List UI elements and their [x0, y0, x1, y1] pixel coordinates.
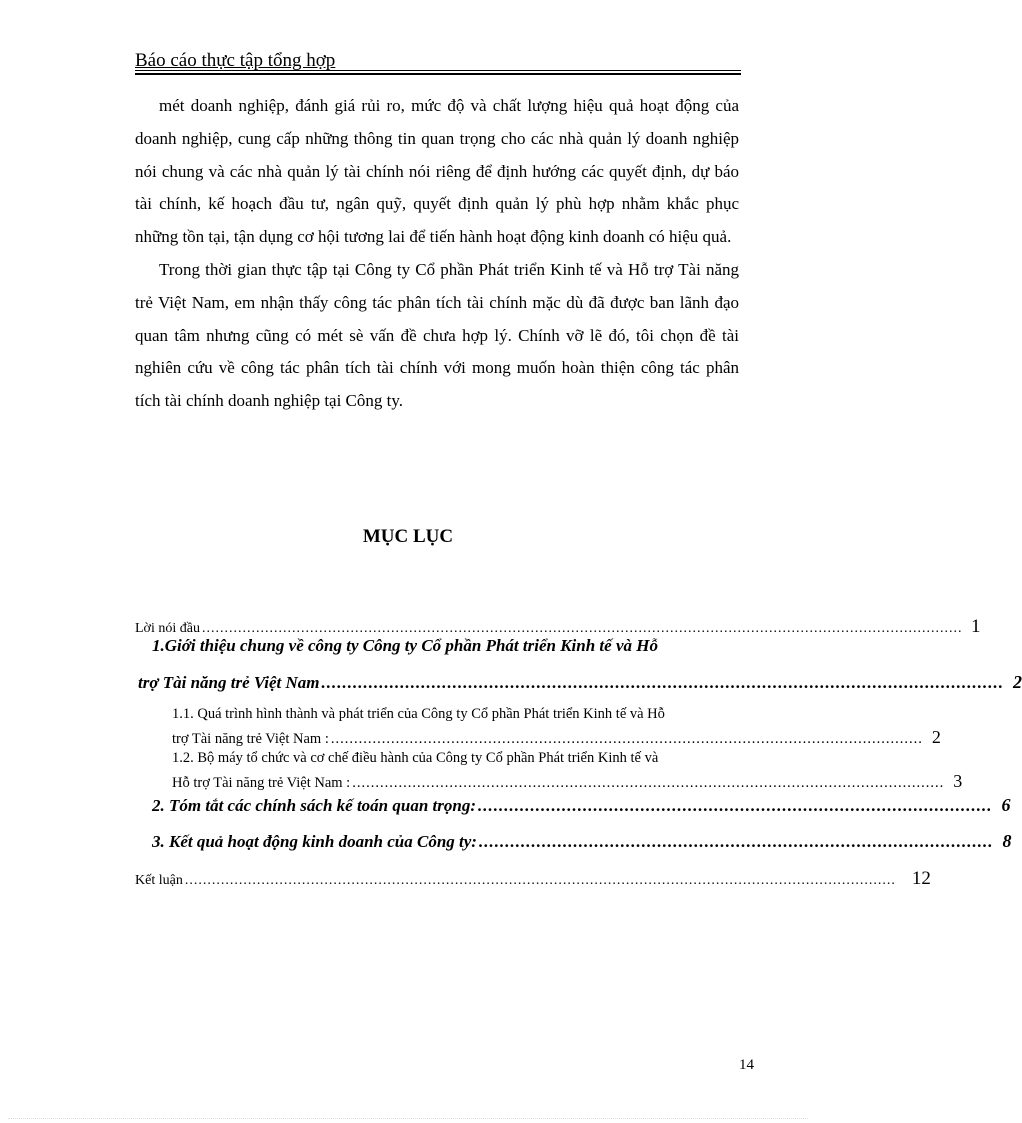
paragraph-1: mét doanh nghiệp, đánh giá rủi ro, mức độ và chất lượng hiệu quả hoạt động của doanh nghiệp, cung cấp những thông tin quan trọng cho các nhà quản lý doanh nghiệp nói chung và các nhà quản lý tài chính nói riêng để định hướng các quyết định, dự báo tài chính, kế hoạch đầu tư, ngân quỹ, quyết định quản lý phù hợp nhằm khắc phục những tồn tại, tận dụng cơ hội tương lai để tiến hành hoạt động kinh doanh có hiệu quả.	[135, 96, 739, 247]
toc-leader: ..............................................................................................................................................................	[184, 873, 896, 888]
toc-entry-sec1[interactable]	[138, 672, 1022, 693]
toc-label: Kết luận	[135, 873, 183, 888]
toc-title: MỤC LỤC	[362, 526, 454, 547]
toc-label: Lời nói đầu	[135, 621, 200, 636]
header-title: Báo cáo thực tập tổng hợp	[135, 50, 336, 71]
toc-page: 1	[970, 616, 981, 637]
toc-entry-sec1-1-line1[interactable]: 1.1. Quá trình hình thành và phát triển của Công ty Cổ phần Phát triển Kinh tế và Hỗ	[172, 706, 665, 722]
toc-label: trợ Tài năng trẻ Việt Nam :	[172, 731, 329, 747]
toc-leader: ................................................................................................................................	[352, 775, 945, 791]
page-number: 14	[739, 1057, 754, 1073]
toc-leader: ..................................................................................................	[478, 832, 994, 851]
toc-page: 2	[1013, 672, 1022, 692]
toc-leader: ..................................................................................................	[477, 796, 993, 815]
toc-leader: ..................................................................................................................................	[321, 673, 1005, 692]
toc-page: 12	[911, 868, 931, 889]
toc-entry-sec1-1[interactable]	[172, 727, 941, 748]
toc-label: Hỗ trợ Tài năng trẻ Việt Nam :	[172, 775, 351, 791]
toc-label: 3. Kết quả hoạt động kinh doanh của Công ty:	[152, 832, 477, 851]
toc-page: 2	[931, 727, 941, 747]
toc-entry-intro[interactable]	[135, 616, 981, 638]
body-text	[135, 90, 739, 418]
toc-entry-sec3[interactable]	[152, 831, 1012, 852]
page-bottom-border	[8, 1118, 808, 1119]
header-rule	[135, 70, 741, 71]
toc-entry-sec1-line1[interactable]: 1.Giới thiệu chung về công ty Công ty Cổ phần Phát triển Kinh tế và Hỗ	[152, 636, 658, 655]
toc-label: 2. Tóm tắt các chính sách kế toán quan trọng:	[152, 796, 476, 815]
toc-page: 6	[1001, 795, 1011, 815]
toc-entry-conclusion[interactable]	[135, 868, 931, 890]
toc-page: 8	[1002, 831, 1012, 851]
toc-entry-sec2[interactable]	[152, 795, 1011, 816]
page-header	[135, 50, 741, 72]
toc-entry-sec1-2[interactable]	[172, 771, 963, 792]
toc-entry-sec1-2-line1[interactable]: 1.2. Bộ máy tổ chức và cơ chế điều hành của Công ty Cổ phần Phát triển Kinh tế và	[172, 750, 659, 766]
toc-label: trợ Tài năng trẻ Việt Nam	[138, 673, 320, 692]
toc-leader: ................................................................................................................................	[330, 731, 923, 747]
toc-page: 3	[953, 771, 963, 791]
header-rule-thick	[135, 73, 741, 75]
toc-leader: .........................................................................................................................................................................	[201, 621, 963, 636]
paragraph-2: Trong thời gian thực tập tại Công ty Cổ phần Phát triển Kinh tế và Hỗ trợ Tài năng trẻ Việt Nam, em nhận thấy công tác phân tích tài chính mặc dù đã được ban lãnh đạo quan tâm nhưng cũng có mét sè vấn đề chưa hợp lý. Chính vỡ lẽ đó, tôi chọn đề tài nghiên cứu về công tác phân tích tài chính với mong muốn hoàn thiện công tác phân tích tài chính doanh nghiệp tại Công ty.	[135, 259, 739, 411]
